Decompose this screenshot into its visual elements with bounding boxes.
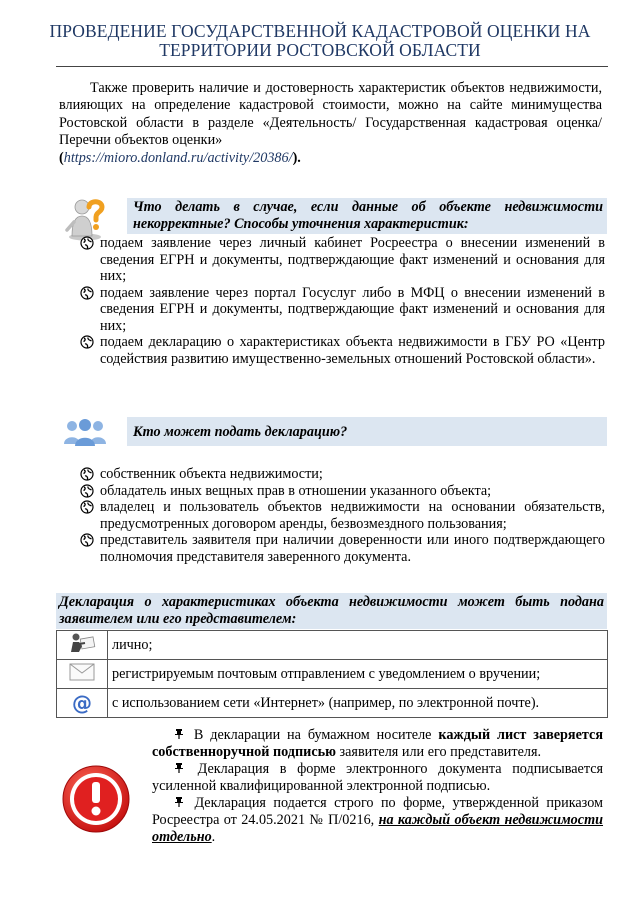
section2-list — [80, 466, 605, 565]
globe-bullet-icon — [80, 236, 94, 250]
globe-bullet-icon — [80, 533, 94, 547]
globe-bullet-icon — [80, 500, 94, 514]
person-with-papers-icon — [67, 632, 97, 654]
submission-methods-table — [56, 630, 608, 718]
note-paragraph: Декларация в форме электронного документа подписывается усиленной квалифицированной электронной подписью. — [152, 761, 604, 794]
globe-bullet-icon — [80, 484, 94, 498]
pushpin-icon — [174, 795, 187, 812]
list-item: обладатель иных вещных прав в отношении указанного объекта; — [80, 483, 605, 500]
list-item: владелец и пользователь объектов недвижимости на основании обязательств, предусмотренных договором аренды, безвозмездного пользования; — [80, 499, 605, 532]
table-row — [57, 631, 608, 660]
list-item: собственник объекта недвижимости; — [80, 466, 605, 483]
list-item: представитель заявителя при наличии доверенности или иного подтверждающего полномочия представителя заверенного документа. — [80, 532, 605, 565]
title-line-1: ПРОВЕДЕНИЕ ГОСУДАРСТВЕННОЙ КАДАСТРОВОЙ ОЦЕНКИ НА — [49, 21, 591, 41]
people-group-icon — [63, 416, 107, 448]
envelope-icon — [69, 663, 95, 681]
method-post: регистрируемым почтовым отправлением с уведомлением о вручении; — [108, 660, 608, 689]
intro-text: Также проверить наличие и достоверность характеристик объектов недвижимости, влияющих на определение кадастровой стоимости, можно на сайте минимущества Ростовской области в разделе «Деятельность/ Государственная кадастровая оценка/ Перечни объектов оценки» — [59, 80, 602, 149]
intro-link[interactable]: https://mioro.donland.ru/activity/20386/ — [63, 149, 293, 166]
intro-paragraph: Также проверить наличие и достоверность характеристик объектов недвижимости, влияющих на определение кадастровой стоимости, можно на сайте минимущества Ростовской области в разделе «Деятельность/ Государственная кадастровая оценка/ Перечни объектов оценки» (https://mioro.donland.ru/activity/20386/). — [59, 80, 602, 166]
page-title — [40, 22, 600, 60]
exclamation-warning-icon — [60, 763, 132, 835]
list-item: подаем заявление через личный кабинет Росреестра о внесении изменений в сведения ЕГРН и документы, подтверждающие факт изменений и основания для них; — [80, 235, 605, 285]
pushpin-icon — [174, 761, 187, 778]
section1-heading: Что делать в случае, если данные об объекте недвижимости некорректные? Способы уточнения характеристик: — [133, 199, 603, 233]
note-paragraph: Декларация подается строго по форме, утвержденной приказом Росреестра от 24.05.2021 № П/0216, на каждый объект недвижимости отдельно. — [152, 795, 604, 845]
globe-bullet-icon — [80, 335, 94, 349]
table-row — [57, 660, 608, 689]
pushpin-icon — [174, 727, 187, 744]
note-paragraph: В декларации на бумажном носителе каждый лист заверяется собственноручной подписью заявителя или его представителя. — [152, 727, 604, 760]
globe-bullet-icon — [80, 467, 94, 481]
section1-list — [80, 235, 605, 367]
section3-heading: Декларация о характеристиках объекта недвижимости может быть подана заявителем или его представителем: — [59, 594, 604, 628]
list-item: подаем заявление через портал Госуслуг либо в МФЦ о внесении изменений в сведения ЕГРН и документы, подтверждающие факт изменений и основания для них; — [80, 285, 605, 335]
list-item: подаем декларацию о характеристиках объекта недвижимости в ГБУ РО «Центр содействия развитию имущественно-земельных отношений Ростовской области». — [80, 334, 605, 367]
at-sign-icon: @ — [72, 691, 92, 715]
notes-block — [152, 727, 603, 846]
title-line-2: ТЕРРИТОРИИ РОСТОВСКОЙ ОБЛАСТИ — [159, 40, 481, 60]
section2-heading: Кто может подать декларацию? — [133, 424, 348, 440]
table-row — [57, 689, 608, 718]
method-in-person: лично; — [108, 631, 608, 660]
title-divider — [56, 66, 608, 67]
method-internet: с использованием сети «Интернет» (например, по электронной почте). — [108, 689, 608, 718]
globe-bullet-icon — [80, 286, 94, 300]
